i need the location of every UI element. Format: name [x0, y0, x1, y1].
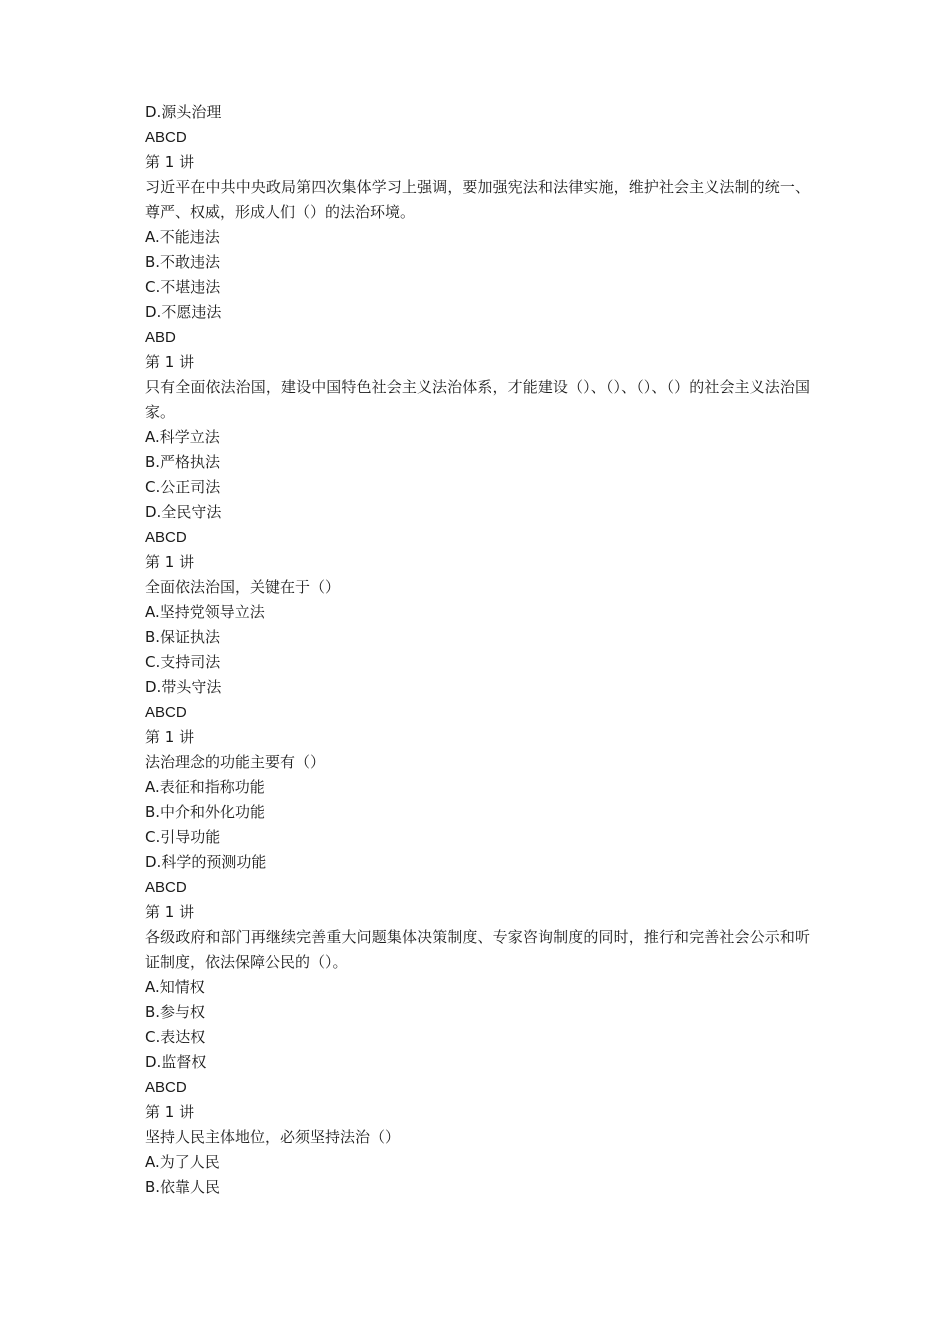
option-line: D.源头治理 [145, 103, 222, 121]
option-line: C.表达权 [145, 1028, 206, 1046]
option-line: C.引导功能 [145, 828, 221, 846]
option-line: A.表征和指称功能 [145, 778, 265, 796]
option-line: C.公正司法 [145, 478, 221, 496]
document-content [145, 100, 810, 1200]
answer-line: ABCD [145, 704, 187, 721]
question-block [145, 1100, 810, 1200]
question-stem: 各级政府和部门再继续完善重大问题集体决策制度、专家咨询制度的同时，推行和完善社会公示和听证制度，依法保障公民的（）。 [145, 928, 810, 971]
option-line: B.依靠人民 [145, 1178, 221, 1196]
option-line: C.不堪违法 [145, 278, 221, 296]
question-stem: 只有全面依法治国，建设中国特色社会主义法治体系，才能建设（）、（）、（）、（）的社会主义法治国家。 [145, 378, 810, 421]
question-block [145, 550, 810, 725]
lecture-label: 第 1 讲 [145, 903, 195, 921]
option-line: D.全民守法 [145, 503, 222, 521]
option-line: C.支持司法 [145, 653, 221, 671]
option-line: D.监督权 [145, 1053, 207, 1071]
question-block [145, 150, 810, 350]
option-line: D.不愿违法 [145, 303, 222, 321]
option-line: D.带头守法 [145, 678, 222, 696]
option-line: D.科学的预测功能 [145, 853, 267, 871]
lecture-label: 第 1 讲 [145, 353, 195, 371]
question-block [145, 900, 810, 1100]
option-line: A.科学立法 [145, 428, 220, 446]
answer-line: ABCD [145, 529, 187, 546]
question-stem: 法治理念的功能主要有（） [145, 753, 326, 771]
lecture-label: 第 1 讲 [145, 728, 195, 746]
option-line: B.严格执法 [145, 453, 221, 471]
option-line: A.为了人民 [145, 1153, 220, 1171]
answer-line: ABCD [145, 129, 187, 146]
option-line: B.保证执法 [145, 628, 221, 646]
answer-line: ABCD [145, 879, 187, 896]
option-line: A.坚持党领导立法 [145, 603, 265, 621]
answer-line: ABD [145, 329, 176, 346]
option-line: A.不能违法 [145, 228, 220, 246]
lecture-label: 第 1 讲 [145, 1103, 195, 1121]
option-line: A.知情权 [145, 978, 205, 996]
question-block [145, 725, 810, 900]
option-line: B.中介和外化功能 [145, 803, 266, 821]
question-stem: 坚持人民主体地位，必须坚持法治（） [145, 1128, 401, 1146]
answer-line: ABCD [145, 1079, 187, 1096]
question-block [145, 350, 810, 550]
option-line: B.不敢违法 [145, 253, 221, 271]
question-stem: 习近平在中共中央政局第四次集体学习上强调，要加强宪法和法律实施，维护社会主义法制的统一、尊严、权威，形成人们（）的法治环境。 [145, 178, 810, 221]
lecture-label: 第 1 讲 [145, 553, 195, 571]
question-stem: 全面依法治国，关键在于（） [145, 578, 341, 596]
option-line: B.参与权 [145, 1003, 206, 1021]
lecture-label: 第 1 讲 [145, 153, 195, 171]
